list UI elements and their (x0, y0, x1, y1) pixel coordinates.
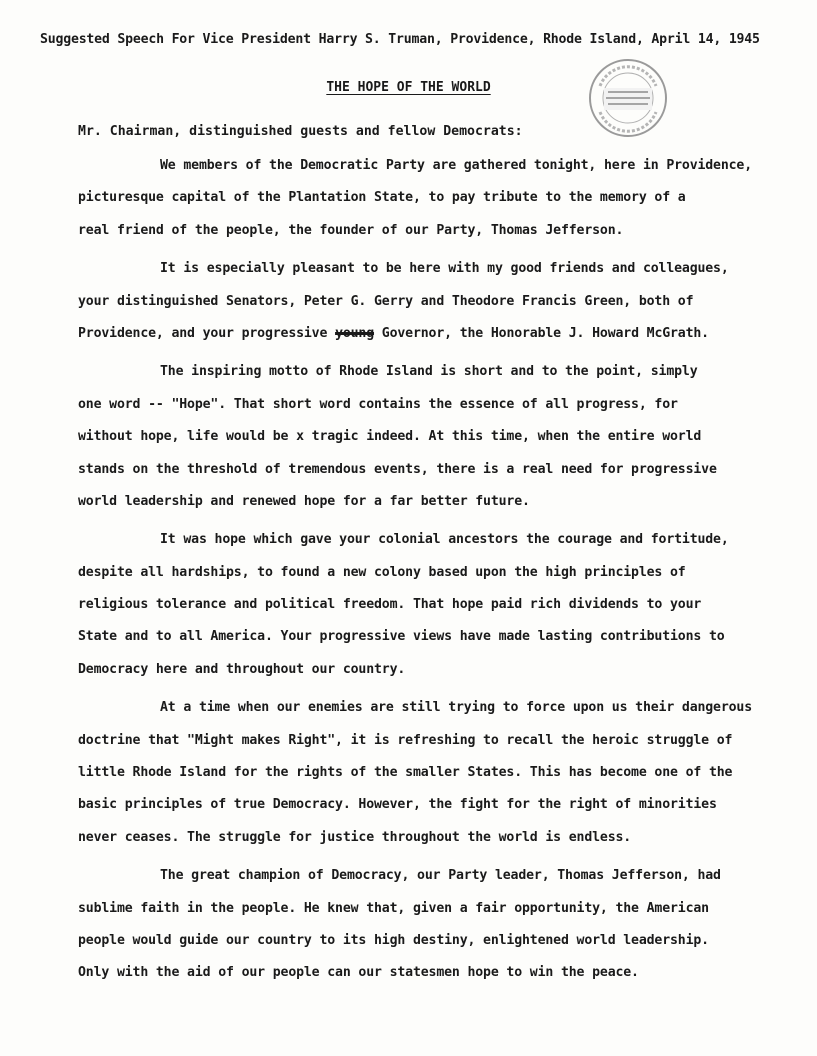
document-header: Suggested Speech For Vice President Harry S. Truman, Providence, Rhode Island, April 14, 1945 (40, 32, 760, 47)
text-line: At a time when our enemies are still trying to force upon us their dangerous (160, 700, 753, 716)
text-line: basic principles of true Democracy. However, the fight for the right of minorities (78, 797, 717, 813)
text-line: people would guide our country to its high destiny, enlightened world leadership. (78, 932, 709, 948)
text-line: The inspiring motto of Rhode Island is short and to the point, simply (160, 364, 698, 380)
speech-title-text: THE HOPE OF THE WORLD (326, 80, 491, 95)
salutation: Mr. Chairman, distinguished guests and fellow Democrats: (78, 124, 523, 139)
archives-stamp (586, 56, 670, 140)
text-segment: Providence, and your progressive (78, 325, 336, 341)
text-line: without hope, life would be x tragic indeed. At this time, when the entire world (78, 429, 702, 445)
speech-title (0, 80, 817, 95)
text-segment: Governor, the Honorable J. Howard McGrath. (374, 325, 709, 341)
text-line: stands on the threshold of tremendous events, there is a real need for progressive (78, 461, 717, 477)
speech-body (78, 150, 778, 996)
text-line-with-strikeout (78, 318, 778, 350)
text-line: your distinguished Senators, Peter G. Gerry and Theodore Francis Green, both of (78, 293, 694, 309)
paragraph-3 (78, 356, 778, 518)
text-line: We members of the Democratic Party are gathered tonight, here in Providence, (160, 158, 753, 173)
text-line: real friend of the people, the founder of our Party, Thomas Jefferson. (78, 222, 624, 238)
text-line: State and to all America. Your progressive views have made lasting contributions to (78, 629, 725, 645)
text-line: one word -- "Hope". That short word contains the essence of all progress, for (78, 396, 678, 412)
text-line: doctrine that "Might makes Right", it is refreshing to recall the heroic struggle of (78, 732, 733, 748)
text-line: picturesque capital of the Plantation State, to pay tribute to the memory of a (78, 190, 686, 206)
text-line: despite all hardships, to found a new colony based upon the high principles of (78, 564, 686, 580)
text-line: It was hope which gave your colonial ancestors the courage and fortitude, (160, 532, 729, 548)
archives-stamp-seal (586, 56, 670, 140)
text-line: religious tolerance and political freedom. That hope paid rich dividends to your (78, 597, 702, 613)
text-line: world leadership and renewed hope for a far better future. (78, 493, 530, 509)
paragraph-4 (78, 524, 778, 686)
paragraph-1 (78, 150, 778, 247)
paragraph-2 (78, 253, 778, 350)
text-line: Democracy here and throughout our country. (78, 661, 406, 677)
paragraph-5 (78, 692, 778, 854)
text-line: never ceases. The struggle for justice throughout the world is endless. (78, 829, 632, 845)
text-line: The great champion of Democracy, our Party leader, Thomas Jefferson, had (160, 868, 721, 884)
struck-word: young (335, 325, 375, 341)
paragraph-6 (78, 860, 778, 990)
text-line: sublime faith in the people. He knew that, given a fair opportunity, the American (78, 900, 709, 916)
text-line: Only with the aid of our people can our statesmen hope to win the peace. (78, 965, 639, 981)
text-line: It is especially pleasant to be here with my good friends and colleagues, (160, 261, 729, 277)
text-line: little Rhode Island for the rights of the smaller States. This has become one of the (78, 765, 733, 781)
